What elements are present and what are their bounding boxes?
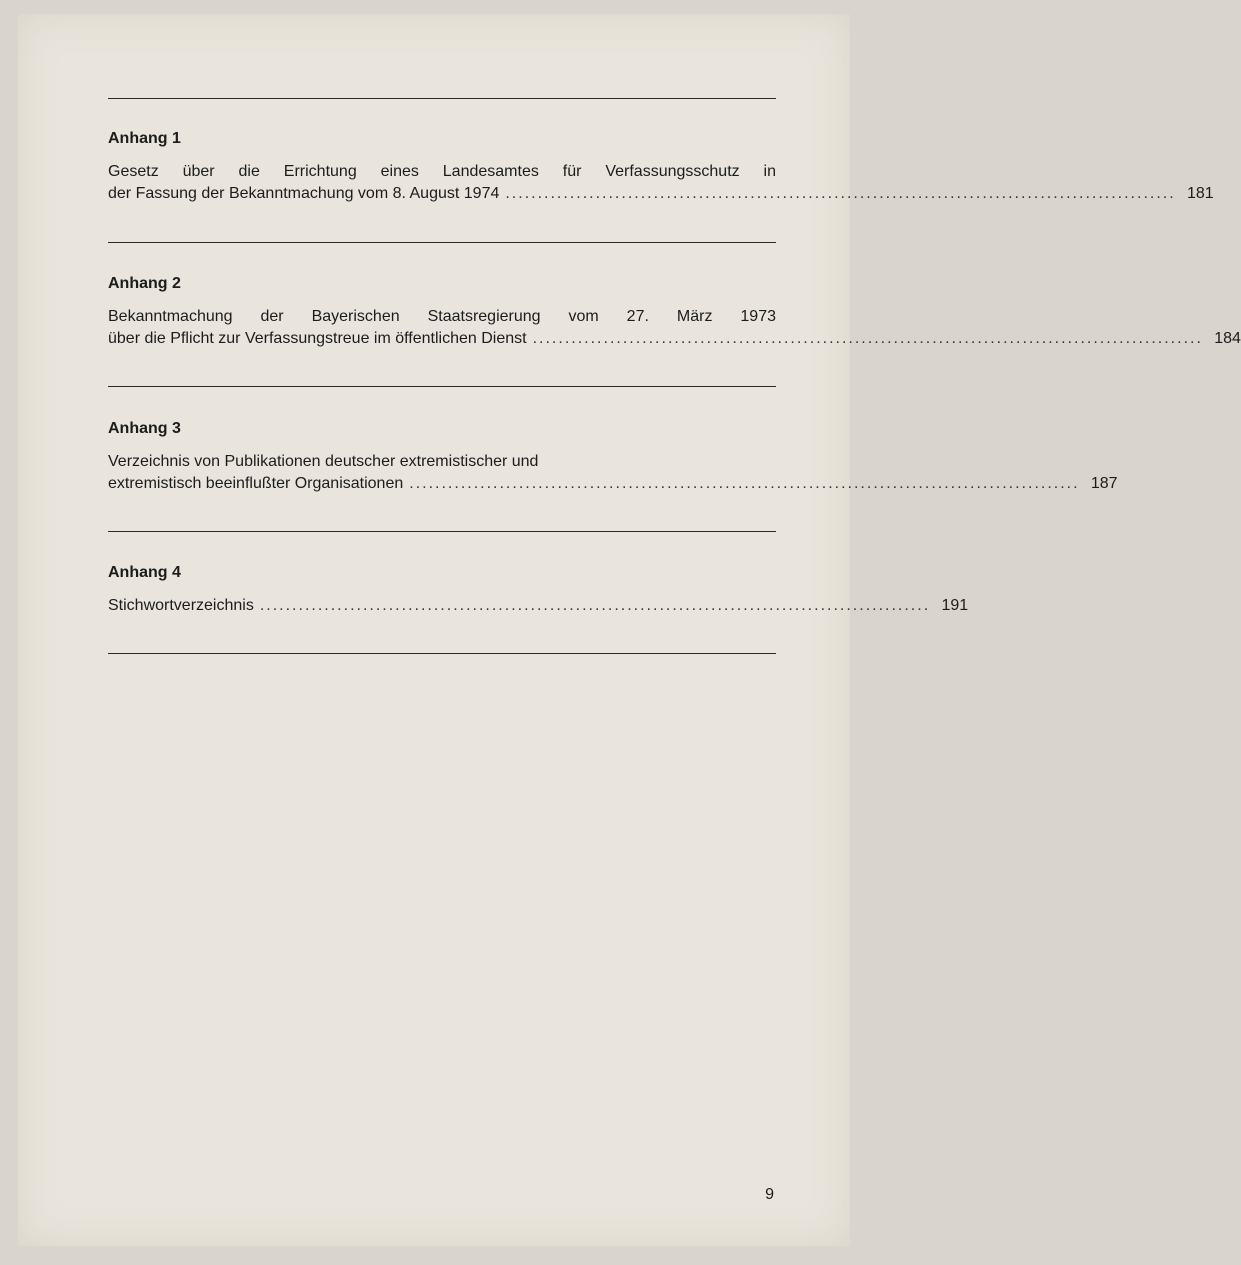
appendix-2 [108,274,1241,350]
entry-page-number: 181 [1186,185,1214,202]
dot-leader: ........................................................................................................ [259,597,931,614]
toc-entry[interactable] [108,183,1214,205]
entry-title-line: Stichwortverzeichnis [108,597,254,614]
divider-rule [108,531,776,532]
entry-title-line: Verzeichnis von Publikationen deutscher extremistischer und [108,453,539,470]
toc-entry[interactable] [108,473,1118,495]
entry-page-number: 187 [1090,475,1118,492]
appendix-heading: Anhang 3 [108,420,181,437]
page-number: 9 [765,1186,774,1203]
divider-rule [108,653,776,654]
appendix-3 [108,419,1118,495]
entry-title-line: der Fassung der Bekanntmachung vom 8. August 1974 [108,185,500,202]
entry-page-number: 191 [941,597,969,614]
toc-entry[interactable] [108,595,969,617]
dot-leader: ........................................................................................................ [409,475,1080,492]
entry-title-line: über die Pflicht zur Verfassungstreue im öffentlichen Dienst [108,330,527,347]
appendix-heading: Anhang 2 [108,275,181,292]
appendix-1 [108,129,1214,205]
appendix-4 [108,563,969,617]
book-page [18,14,1241,1246]
appendix-heading: Anhang 1 [108,130,181,147]
dot-leader: ........................................................................................................ [505,185,1176,202]
entry-title-line: Bekanntmachung der Bayerischen Staatsregierung vom 27. März 1973 [108,308,776,325]
toc-entry[interactable] [108,328,1241,350]
dot-leader: ........................................................................................................ [532,330,1203,347]
entry-page-number: 184 [1214,330,1241,347]
appendix-heading: Anhang 4 [108,564,181,581]
entry-title-line: extremistisch beeinflußter Organisationen [108,475,404,492]
divider-rule [108,386,776,387]
entry-title-line: Gesetz über die Errichtung eines Landesamtes für Verfassungsschutz in [108,163,776,180]
divider-rule [108,242,776,243]
divider-rule [108,98,776,99]
